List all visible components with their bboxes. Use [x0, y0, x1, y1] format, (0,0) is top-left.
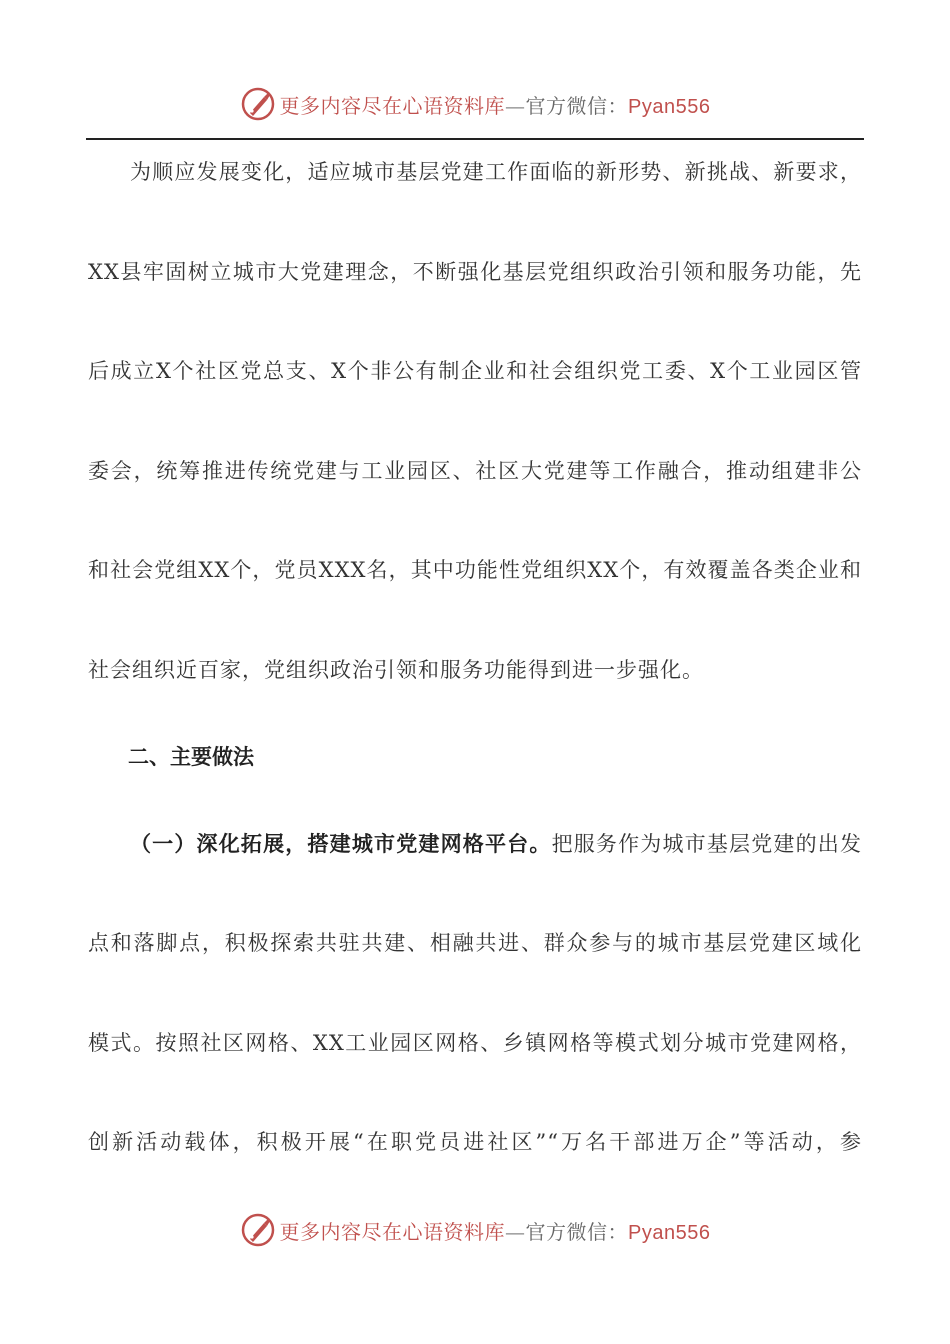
paragraph-line: 为顺应发展变化，适应城市基层党建工作面临的新形势、新挑战、新要求， — [130, 160, 862, 184]
pen-nib-logo-icon — [240, 86, 276, 122]
header-banner — [0, 84, 950, 124]
paragraph-line — [130, 829, 862, 859]
subsection-heading: （一）深化拓展，搭建城市党建网格平台。 — [130, 831, 552, 856]
paragraph-line: XX县牢固树立城市大党建理念，不断强化基层党组织政治引领和服务功能，先 — [88, 260, 862, 284]
section-heading: 二、主要做法 — [128, 744, 254, 769]
footer-banner-text: 更多内容尽在心语资料库—官方微信：Pyan556 — [279, 1219, 711, 1244]
paragraph-line: 后成立X个社区党总支、X个非公有制企业和社会组织党工委、X个工业园区管 — [88, 359, 862, 383]
paragraph-line: 委会，统筹推进传统党建与工业园区、社区大党建等工作融合，推动组建非公 — [88, 459, 862, 483]
paragraph-line: 和社会党组XX个，党员XXX名，其中功能性党组织XX个，有效覆盖各类企业和 — [88, 558, 862, 582]
paragraph-text: 把服务作为城市基层党建的出发 — [551, 832, 862, 856]
paragraph-line: 模式。按照社区网格、XX工业园区网格、乡镇网格等模式划分城市党建网格， — [88, 1031, 862, 1055]
pen-nib-logo-icon — [240, 1212, 276, 1248]
paragraph-line: 点和落脚点，积极探索共驻共建、相融共进、群众参与的城市基层党建区域化 — [88, 931, 862, 955]
header-banner-text: 更多内容尽在心语资料库—官方微信：Pyan556 — [279, 93, 711, 118]
header-divider — [86, 138, 864, 140]
paragraph-line: 创新活动载体，积极开展“在职党员进社区”“万名干部进万企”等活动，参 — [88, 1130, 862, 1154]
paragraph-line: 社会组织近百家，党组织政治引领和服务功能得到进一步强化。 — [88, 658, 704, 682]
footer-banner — [0, 1210, 950, 1250]
